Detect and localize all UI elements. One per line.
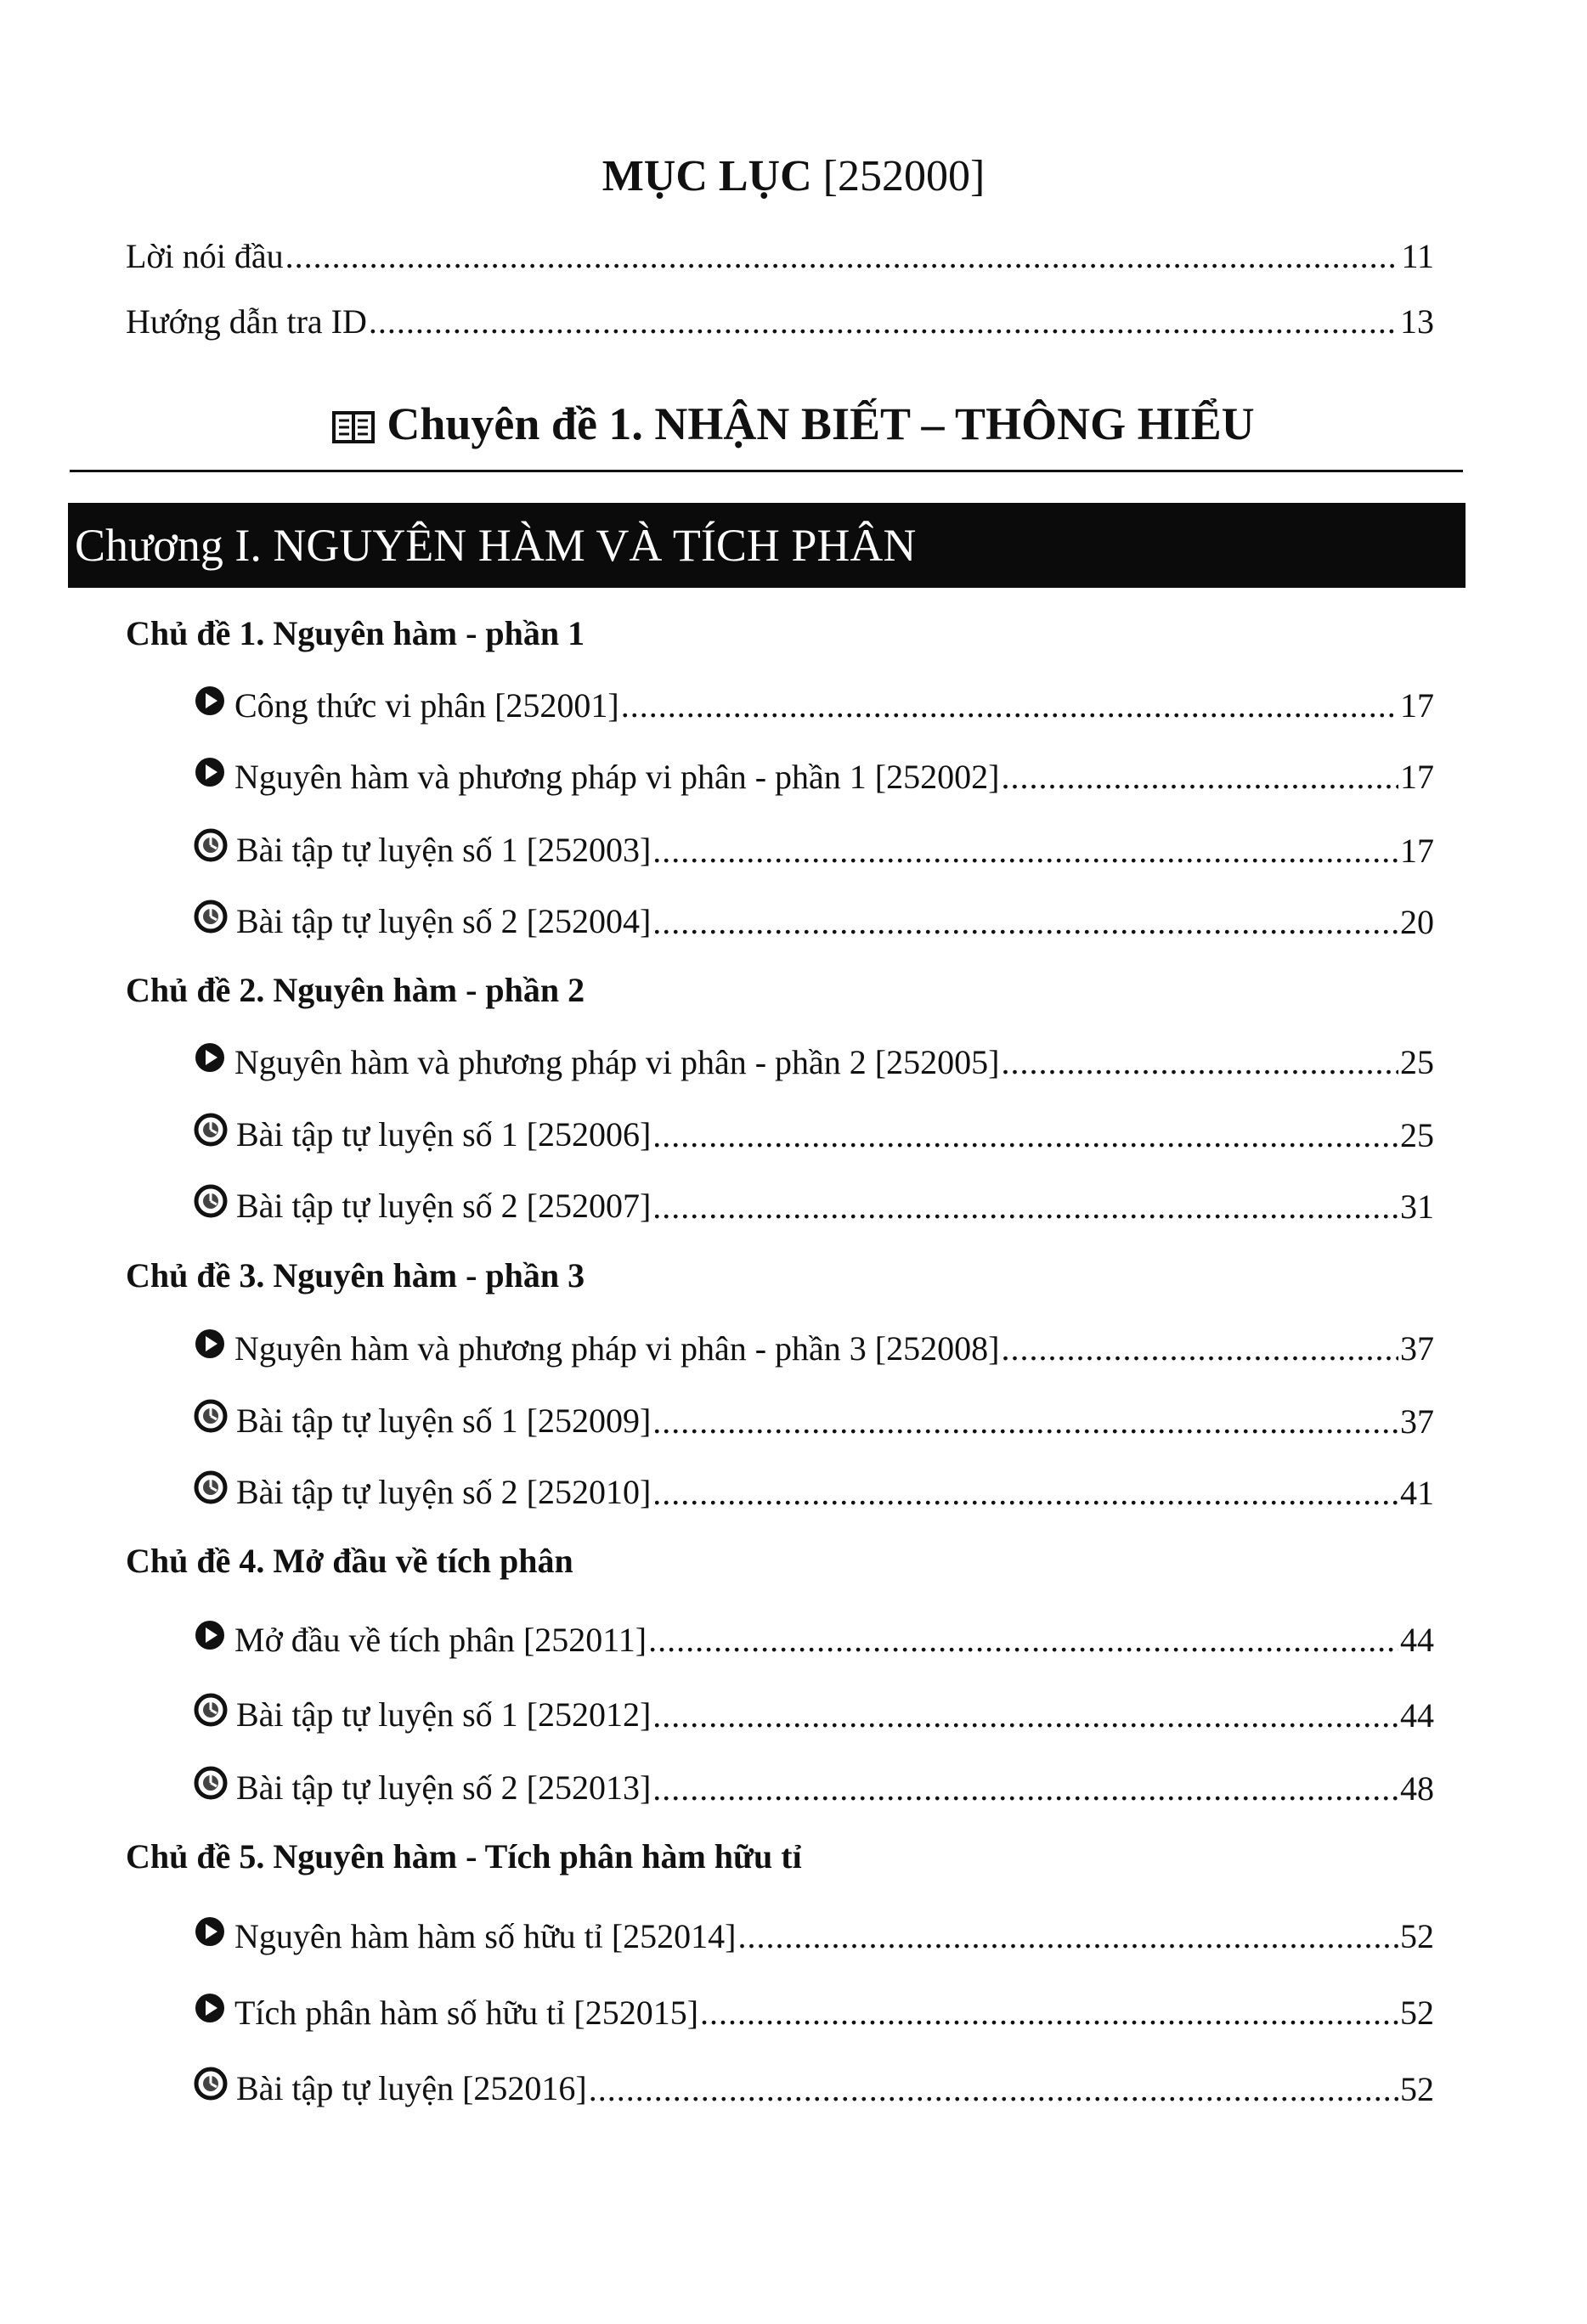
- toc-page-number: 20: [1400, 903, 1434, 941]
- toc-page-number: 17: [1400, 758, 1434, 796]
- dot-leader: [1001, 1328, 1398, 1368]
- clock-icon: [194, 2067, 228, 2109]
- toc-entry[interactable]: [194, 1399, 1434, 1441]
- toc-entry-text: Bài tập tự luyện số 2 [252004]: [236, 901, 652, 940]
- toc-entry[interactable]: [194, 1041, 1434, 1082]
- toc-page-number: 41: [1400, 1474, 1434, 1512]
- toc-entry-text: Bài tập tự luyện số 1 [252009]: [236, 1401, 652, 1440]
- toc-entry-text: Tích phân hàm số hữu tỉ [252015]: [234, 1993, 699, 2032]
- toc-entry-id-guide[interactable]: [126, 302, 1434, 341]
- toc-entry-text: Nguyên hàm hàm số hữu tỉ [252014]: [234, 1916, 737, 1955]
- toc-entry-text: Bài tập tự luyện số 1 [252012]: [236, 1695, 652, 1734]
- toc-entry-preface[interactable]: [126, 236, 1434, 276]
- toc-entry[interactable]: [194, 1470, 1434, 1513]
- chapter-title: Chương I. NGUYÊN HÀM VÀ TÍCH PHÂN: [68, 503, 1466, 588]
- toc-page-number: 37: [1400, 1329, 1434, 1368]
- toc-entry[interactable]: [194, 1113, 1434, 1155]
- toc-page-number: 37: [1400, 1402, 1434, 1441]
- dot-leader: [652, 1187, 1398, 1227]
- toc-page-number: 52: [1400, 1917, 1434, 1955]
- play-icon: [194, 1915, 226, 1956]
- toc-entry[interactable]: [194, 1619, 1434, 1660]
- play-icon: [194, 685, 226, 725]
- dot-leader: [738, 1916, 1399, 1956]
- clock-icon: [194, 828, 228, 871]
- toc-page-number: 17: [1400, 832, 1434, 870]
- play-icon: [194, 756, 226, 797]
- clock-icon: [194, 1766, 228, 1808]
- dot-leader: [652, 1473, 1398, 1513]
- toc-entry-text: Bài tập tự luyện số 2 [252013]: [236, 1768, 652, 1807]
- toc-page-number: 44: [1400, 1621, 1434, 1659]
- topic-title: Chủ đề 4. Mở đầu về tích phân: [126, 1542, 573, 1580]
- book-icon: [332, 403, 375, 455]
- toc-entry-text: Lời nói đầu: [126, 237, 284, 275]
- page-title-label: MỤC LỤC: [601, 152, 812, 200]
- play-icon: [194, 1041, 226, 1082]
- toc-entry-text: Bài tập tự luyện [252016]: [236, 2068, 587, 2107]
- play-icon: [194, 1992, 226, 2033]
- dot-leader: [652, 1402, 1398, 1441]
- section-header-text: Chuyên đề 1. NHẬN BIẾT – THÔNG HIỂU: [387, 398, 1255, 449]
- dot-leader: [1001, 1042, 1398, 1082]
- dot-leader: [285, 236, 1400, 276]
- dot-leader: [369, 302, 1398, 341]
- dot-leader: [652, 831, 1398, 871]
- page-title-id: [252000]: [822, 152, 986, 200]
- toc-entry[interactable]: [194, 1915, 1434, 1956]
- toc-entry-text: Bài tập tự luyện số 2 [252010]: [236, 1472, 652, 1511]
- toc-page-number: 52: [1400, 1994, 1434, 2032]
- toc-entry-text: Bài tập tự luyện số 2 [252007]: [236, 1186, 652, 1225]
- topic-title: Chủ đề 3. Nguyên hàm - phần 3: [126, 1256, 585, 1295]
- toc-entry-text: Bài tập tự luyện số 1 [252003]: [236, 830, 652, 869]
- toc-entry[interactable]: [194, 1328, 1434, 1368]
- toc-entry-text: Công thức vi phân [252001]: [234, 685, 619, 725]
- clock-icon: [194, 1399, 228, 1441]
- toc-entry-text: Mở đầu về tích phân [252011]: [234, 1620, 647, 1659]
- toc-entry-text: Bài tập tự luyện số 1 [252006]: [236, 1114, 652, 1154]
- dot-leader: [652, 902, 1398, 942]
- dot-leader: [700, 1993, 1398, 2033]
- toc-entry[interactable]: [194, 1184, 1434, 1227]
- dot-leader: [652, 1768, 1398, 1808]
- dot-leader: [621, 685, 1398, 725]
- toc-entry-text: Nguyên hàm và phương pháp vi phân - phần 3 [252008]: [234, 1328, 1000, 1368]
- toc-entry[interactable]: [194, 1992, 1434, 2033]
- toc-entry[interactable]: [194, 2067, 1434, 2109]
- topic-title: Chủ đề 1. Nguyên hàm - phần 1: [126, 614, 585, 652]
- toc-page-number: 48: [1400, 1769, 1434, 1808]
- play-icon: [194, 1328, 226, 1368]
- dot-leader: [1001, 757, 1398, 797]
- toc-page-number: 31: [1400, 1187, 1434, 1226]
- toc-page-number: 25: [1400, 1116, 1434, 1154]
- toc-page-number: 44: [1400, 1696, 1434, 1735]
- clock-icon: [194, 900, 228, 942]
- topic-title: Chủ đề 2. Nguyên hàm - phần 2: [126, 971, 585, 1009]
- toc-entry[interactable]: [194, 756, 1434, 797]
- play-icon: [194, 1619, 226, 1660]
- toc-entry[interactable]: [194, 1693, 1434, 1735]
- clock-icon: [194, 1113, 228, 1155]
- toc-entry[interactable]: [194, 828, 1434, 871]
- toc-entry-text: Nguyên hàm và phương pháp vi phân - phần 2 [252005]: [234, 1042, 1000, 1081]
- toc-page-number: 25: [1400, 1043, 1434, 1081]
- clock-icon: [194, 1470, 228, 1513]
- dot-leader: [652, 1115, 1398, 1155]
- dot-leader: [648, 1620, 1398, 1660]
- dot-leader: [652, 1695, 1398, 1735]
- toc-page-number: 11: [1401, 237, 1434, 275]
- clock-icon: [194, 1184, 228, 1227]
- topic-title: Chủ đề 5. Nguyên hàm - Tích phân hàm hữu tỉ: [126, 1837, 802, 1876]
- toc-entry[interactable]: [194, 685, 1434, 725]
- page-title: [0, 151, 1587, 201]
- clock-icon: [194, 1693, 228, 1735]
- toc-page-number: 13: [1400, 302, 1434, 341]
- toc-entry-text: Nguyên hàm và phương pháp vi phân - phần 1 [252002]: [234, 757, 1000, 796]
- toc-page-number: 52: [1400, 2070, 1434, 2108]
- dot-leader: [589, 2069, 1398, 2109]
- divider: [70, 470, 1463, 472]
- toc-entry-text: Hướng dẫn tra ID: [126, 302, 367, 341]
- toc-page-number: 17: [1400, 686, 1434, 725]
- toc-entry[interactable]: [194, 900, 1434, 942]
- toc-entry[interactable]: [194, 1766, 1434, 1808]
- section-header: [0, 398, 1587, 455]
